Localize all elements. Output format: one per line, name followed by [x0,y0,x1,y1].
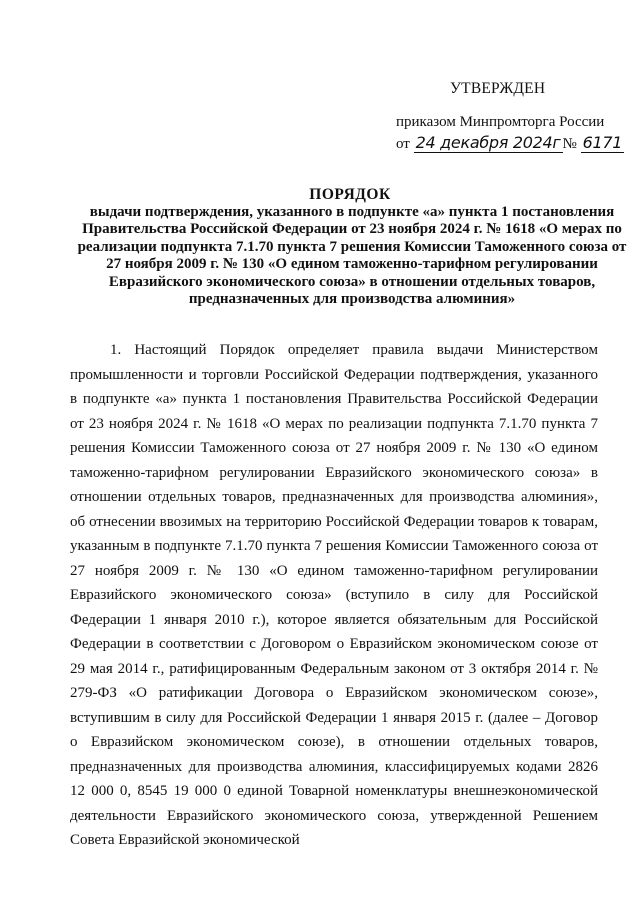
date-prefix: от [396,136,410,152]
handwritten-order-number: 6171 [582,133,623,152]
document-subtitle: выдачи подтверждения, указанного в подпункте «а» пункта 1 постановления Правительства Российской Федерации от 23 ноября 2024 г. № 1618 «О мерах по реализации подпункта 7.1.70 пункта 7 решения Комиссии Таможенного союза от 27 ноября 2009 г. № 130 «О едином таможенно-тарифном регулировании Евразийского экономического союза» в отношении отдельных товаров, предназначенных для производства алюминия» [77,204,627,308]
order-date-line [396,133,624,153]
approval-stamp-heading: УТВЕРЖДЕН [450,80,546,97]
paragraph-1: 1. Настоящий Порядок определяет правила выдачи Министерством промышленности и торговли Российской Федерации подтверждения, указанного в подпункте «а» пункта 1 постановления Правительства Российской Федерации от 23 ноября 2024 г. № 1618 «О мерах по реализации подпункта 7.1.70 пункта 7 решения Комиссии Таможенного союза от 27 ноября 2009 г. № 130 «О едином таможенно-тарифном регулировании Евразийского экономического союза» в отношении отдельных товаров, предназначенных для производства алюминия», об отнесении ввозимых на территорию Российской Федерации товаров к товарам, указанным в подпункте 7.1.70 пункта 7 решения Комиссии Таможенного союза от 27 ноября 2009 г. № 130 «О едином таможенно-тарифном регулировании Евразийского экономического союза» (вступило в силу для Российской Федерации 1 января 2010 г.), которое является обязательным для Российской Федерации в соответствии с Договором о Евразийском экономическом союзе от 29 мая 2014 г., ратифицированным Федеральным законом от 3 октября 2014 г. № 279-ФЗ «О ратификации Договора о Евразийском экономическом союзе», вступившим в силу для Российской Федерации 1 января 2015 г. (далее – Договор о Евразийском экономическом союзе), в отношении отдельных товаров, предназначенных для производства алюминия, классифицируемых кодами 2826 12 000 0, 8545 19 000 0 единой Товарной номенклатуры внешнеэкономической деятельности Евразийского экономического союза, утвержденной Решением Совета Евразийской экономической [70,342,598,848]
order-reference: приказом Минпромторга России [396,114,605,130]
number-sign: № [562,136,577,152]
handwritten-date: 24 декабря 2024г [415,133,561,152]
document-title: ПОРЯДОК [309,186,391,203]
